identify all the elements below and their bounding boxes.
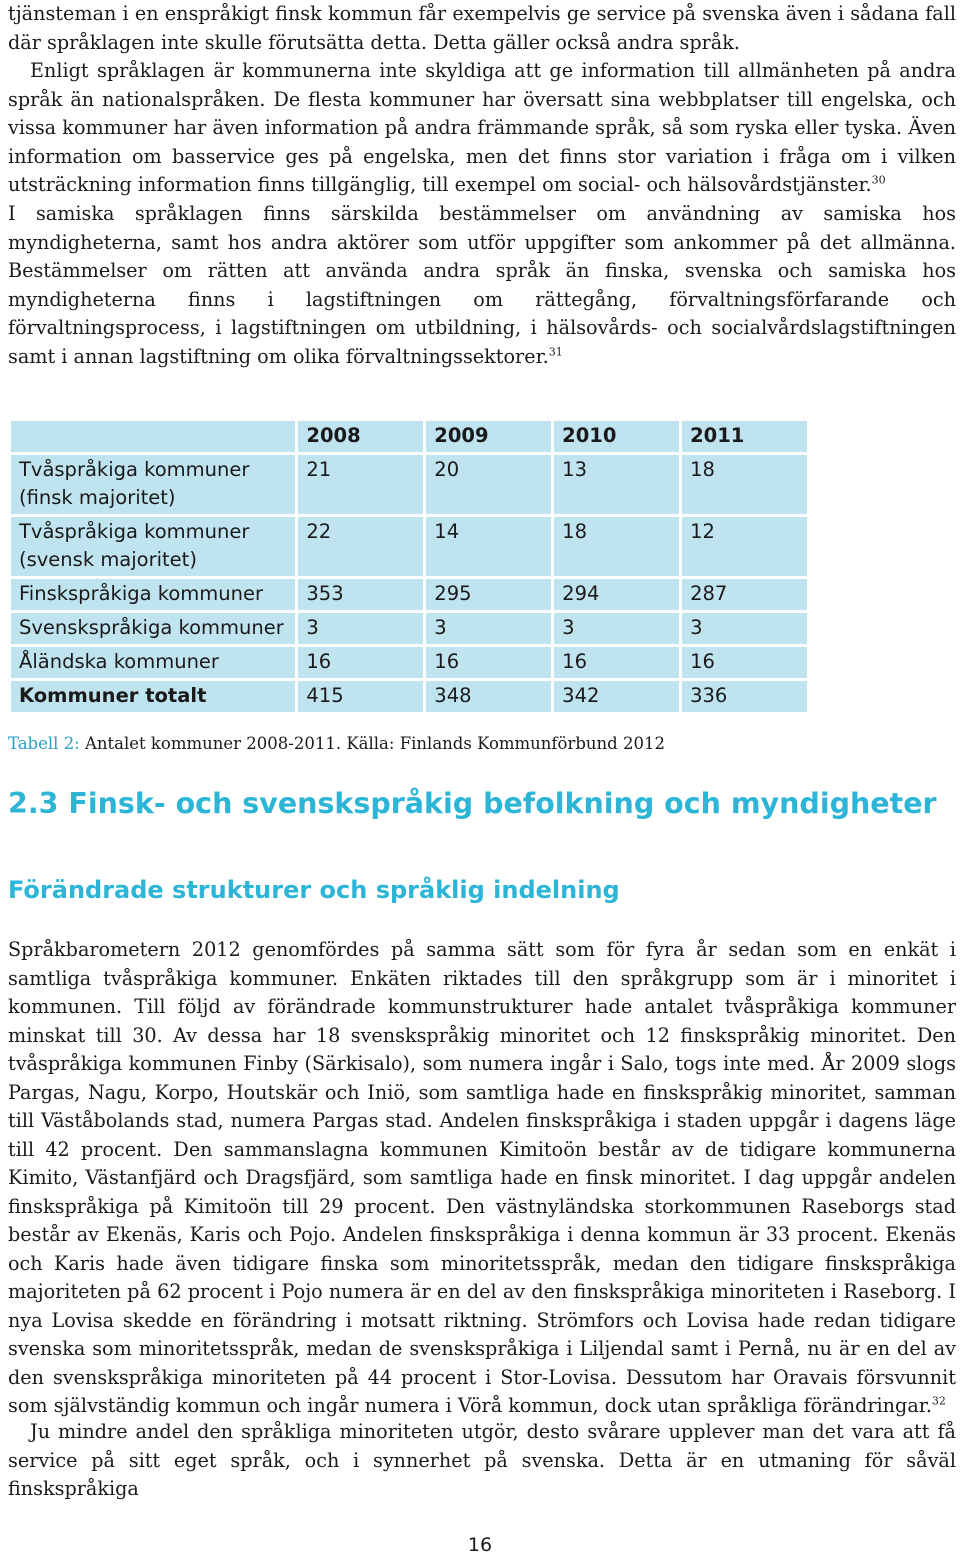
table-cell: 21 xyxy=(297,454,425,516)
table-cell: 14 xyxy=(425,516,553,578)
page-number: 16 xyxy=(467,1534,493,1556)
footnote-ref[interactable]: 32 xyxy=(931,1394,946,1408)
table-cell: 12 xyxy=(681,516,809,578)
table-row xyxy=(10,578,809,612)
table-cell: 415 xyxy=(297,680,425,714)
table-cell: 3 xyxy=(681,612,809,646)
table-total-row xyxy=(10,680,809,714)
row-label: Tvåspråkiga kommuner (svensk majoritet) xyxy=(10,516,297,578)
table-cell: 342 xyxy=(553,680,681,714)
table-header-cell: 2011 xyxy=(681,420,809,454)
table-cell: 13 xyxy=(553,454,681,516)
table-cell: 294 xyxy=(553,578,681,612)
table-cell: 16 xyxy=(297,646,425,680)
table-header-row xyxy=(10,420,809,454)
footnote-ref[interactable]: 31 xyxy=(548,345,563,359)
table-row xyxy=(10,516,809,578)
table-cell: 353 xyxy=(297,578,425,612)
table-cell: 16 xyxy=(425,646,553,680)
table-cell: 295 xyxy=(425,578,553,612)
table-cell: 3 xyxy=(553,612,681,646)
table-row xyxy=(10,646,809,680)
paragraph-text: Enligt språklagen är kommunerna inte skyldiga att ge information till allmänheten på andra språk än nationalspråken. De flesta kommuner har översatt sina webbplatser till engelska, och vissa kommuner har även information på andra främmande språk, så som ryska eller tyska. Även information om basservice ges på engelska, men det finns stor variation i fråga om i vilken utsträckning information finns tillgänglig, till exempel om social- och hälsovårdstjänster. xyxy=(8,59,956,196)
caption-label: Tabell 2: xyxy=(8,734,80,753)
table-cell: 3 xyxy=(297,612,425,646)
table-cell: 18 xyxy=(553,516,681,578)
body-paragraph xyxy=(8,0,956,200)
paragraph-text: I samiska språklagen finns särskilda bestämmelser om användning av samiska hos myndigheterna, samt hos andra aktörer som utför uppgifter som ankommer på det allmänna. Bestämmelser om rätten att använda andra språk än finska, svenska och samiska hos myndigheterna finns i lagstiftningen om rättegång, förvaltningsförfarande och förvaltningsprocess, i lagstiftningen om utbildning, i hälsovårds- och socialvårdslagstiftningen samt i annan lagstiftning om olika förvaltningssektorer. xyxy=(8,202,956,368)
body-paragraph xyxy=(8,1418,956,1504)
row-label: Kommuner totalt xyxy=(10,680,297,714)
table-cell: 287 xyxy=(681,578,809,612)
table-header-cell: 2009 xyxy=(425,420,553,454)
section-heading: 2.3 Finsk- och svenskspråkig befolkning och myndigheter xyxy=(8,787,937,820)
row-label: Finskspråkiga kommuner xyxy=(10,578,297,612)
paragraph-text: Ju mindre andel den språkliga minoriteten utgör, desto svårare upplever man det vara att få service på sitt eget språk, och i synnerhet på svenska. Detta är en utmaning för såväl finskspråkiga xyxy=(8,1420,956,1500)
table-header-cell xyxy=(10,420,297,454)
footnote-ref[interactable]: 30 xyxy=(871,173,886,187)
body-paragraph xyxy=(8,936,956,1421)
table-cell: 18 xyxy=(681,454,809,516)
table-header-cell: 2008 xyxy=(297,420,425,454)
caption-text: Antalet kommuner 2008-2011. Källa: Finlands Kommunförbund 2012 xyxy=(79,734,665,753)
body-paragraph xyxy=(8,200,956,371)
table-cell: 336 xyxy=(681,680,809,714)
table-cell: 348 xyxy=(425,680,553,714)
table-cell: 16 xyxy=(681,646,809,680)
paragraph-text: tjänsteman i en enspråkigt finsk kommun får exempelvis ge service på svenska även i sådana fall där språklagen inte skulle förutsätta detta. Detta gäller också andra språk. xyxy=(8,2,956,54)
table-cell: 3 xyxy=(425,612,553,646)
row-label: Tvåspråkiga kommuner (finsk majoritet) xyxy=(10,454,297,516)
table-cell: 20 xyxy=(425,454,553,516)
row-label: Svenskspråkiga kommuner xyxy=(10,612,297,646)
table-cell: 22 xyxy=(297,516,425,578)
row-label: Åländska kommuner xyxy=(10,646,297,680)
table-cell: 16 xyxy=(553,646,681,680)
table-row xyxy=(10,454,809,516)
kommuner-table xyxy=(8,418,810,715)
table-header-cell: 2010 xyxy=(553,420,681,454)
subsection-heading: Förändrade strukturer och språklig indelning xyxy=(8,876,620,904)
table-caption xyxy=(8,733,665,755)
table-row xyxy=(10,612,809,646)
paragraph-text: Språkbarometern 2012 genomfördes på samma sätt som för fyra år sedan som en enkät i samtliga tvåspråkiga kommuner. Enkäten riktades till den språkgrupp som är i minoritet i kommunen. Till följd av förändrade kommunstrukturer hade antalet tvåspråkiga kommuner minskat till 30. Av dessa har 18 svenskspråkig minoritet och 12 finskspråkig minoritet. Den tvåspråkiga kommunen Finby (Särkisalo), som numera ingår i Salo, togs inte med. År 2009 slogs Pargas, Nagu, Korpo, Houtskär och Iniö, som samtliga hade en finskspråkig minoritet, samman till Väståbolands stad, numera Pargas stad. Andelen finskspråkiga i staden uppgår i dagens läge till 42 procent. Den sammanslagna kommunen Kimitoön består av de tidigare kommunerna Kimito, Västanfjärd och Dragsfjärd, som samtliga hade en finsk minoritet. I dag uppgår andelen finskspråkiga på Kimitoön till 29 procent. Den västnyländska storkommunen Raseborgs stad består av Ekenäs, Karis och Pojo. Andelen finskspråkiga i denna kommun är 33 procent. Ekenäs och Karis hade även tidigare finska som minoritetsspråk, medan den tidigare finskspråkiga majoriteten på 62 procent i Pojo numera är en del av den finskspråkiga minoriteten i Raseborg. I nya Lovisa skedde en förändring i motsatt riktning. Strömfors och Lovisa hade redan tidigare svenska som minoritetsspråk, medan de svenskspråkiga i Liljendal samt i Pernå, nu är en del av den svenskspråkiga minoriteten på 44 procent i Stor-Lovisa. Dessutom har Oravais försvunnit som självständig kommun och ingår numera i Vörå kommun, dock utan språkliga förändringar. xyxy=(8,938,956,1417)
